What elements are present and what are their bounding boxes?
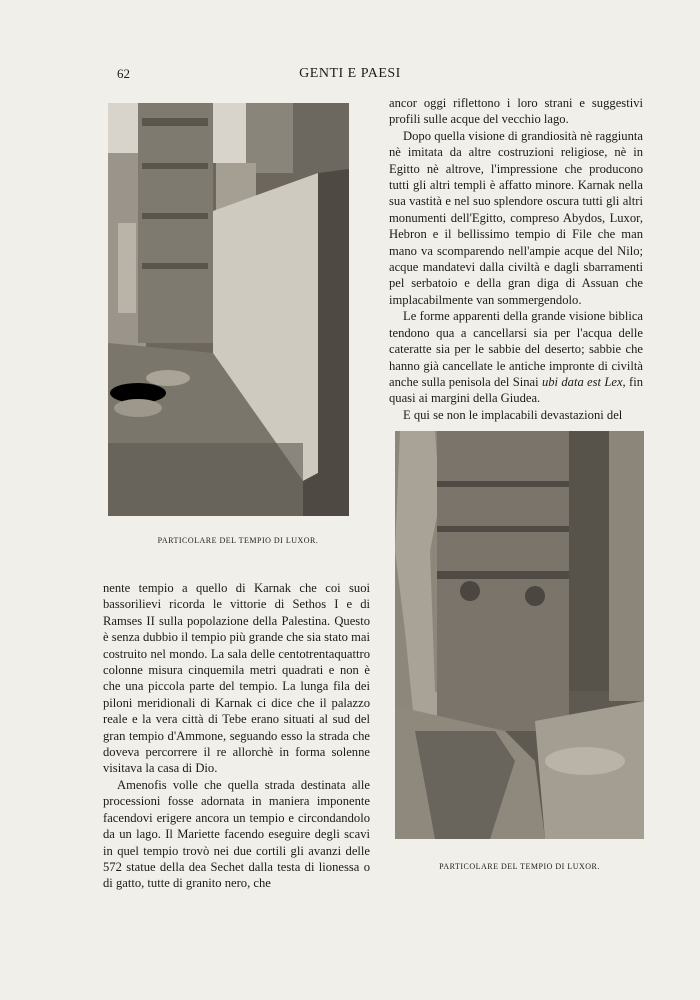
page-number: 62 [117,66,130,81]
latin-phrase: ubi data est Lex, [541,374,626,389]
photo-temple-wall [108,103,349,516]
paragraph: nente tempio a quello di Karnak che coi suoi bassorilievi ricorda le vittorie di Sethos I e di Ramses II sulla popolazione della Palestina. Questo è senza dubbio il tempio più grande che sia stato mai costruito nel mondo. La sala delle centotrentaquattro colonne misura cinquemila metri quadrati e non è che una piccola parte del tempio. La lunga fila dei piloni meridionali di Karnak ci dice che il palazzo reale e la vera città di Tebe erano situati al sud del gran tempio d'Ammone, seguando esso la strada che doveva percorrere il re allorchè in forma solenne visitava la casa di Dio. [103,581,370,776]
right-column-text [389,95,643,423]
photo-temple-columns [395,431,644,839]
paragraph: Dopo quella visione di grandiosità nè raggiunta nè imitata da altre costruzioni religiose, nè in Egitto nè altrove, l'impressione che producono tutti gli altri templi è affatto minore. Karnak nella sua vastità e nel suo splendore oscura tutti gli altri monumenti dell'Egitto, compreso Abydos, Luxor, Hebron e il bellissimo tempio di File che man mano va scomparendo nell'ampie acque del Nilo; acque mandatevi dalla civiltà e dagli sbarramenti pel serbatoio e della gran diga di Assuan che implacabilmente van sommergendolo. [389,128,643,307]
left-column-text [103,580,370,892]
photo1-caption: PARTICOLARE DEL TEMPIO DI LUXOR. [157,536,319,545]
paragraph: ancor oggi riflettono i loro strani e suggestivi profili sulle acque del vecchio lago. [389,96,643,127]
running-title: GENTI E PAESI [299,66,401,81]
photo2-caption: PARTICOLARE DEL TEMPIO DI LUXOR. [439,862,600,871]
paragraph-tail: fin quasi ai margini della Giudea. [389,374,643,406]
paragraph: E qui se non le implacabili devastazioni del [403,407,623,422]
paragraph [389,308,643,406]
paragraph-text: Le forme apparenti della grande visione biblica tendono qua a cancellarsi sia per l'acqua delle cateratte sia per le sabbie del deserto; sabbie che hanno già cancellate le antiche impronte di civiltà anche sulla penisola del Sinai [389,309,643,389]
paragraph: Amenofis volle che quella strada destinata alle processioni fosse adornata in maniera imponente facendovi erigere ancora un tempio e circondandolo da un lago. Il Mariette facendo eseguire degli scavi in quel tempio trovò nei due cortili gli avanzi delle 572 statue della dea Sechet dalla testa di lionessa o di gatto, tutte di granito nero, che [103,777,370,891]
